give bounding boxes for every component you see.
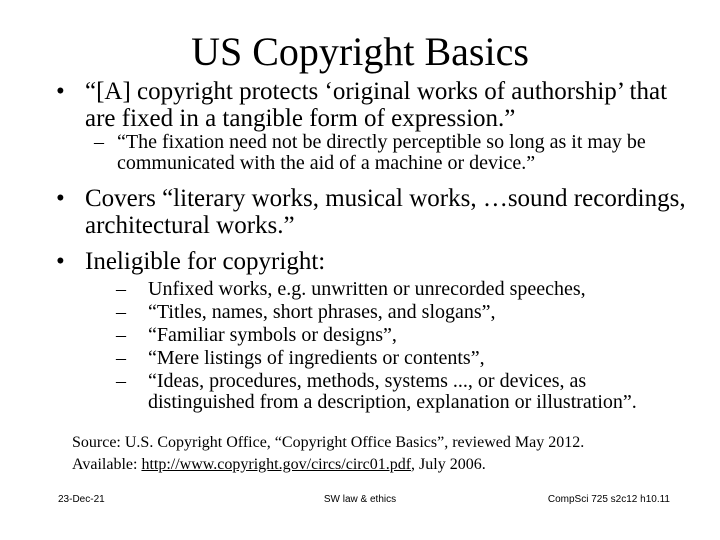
footer-course: CompSci 725 s2c12 h10.11 bbox=[547, 494, 670, 505]
dash-marker: – bbox=[116, 278, 126, 300]
availability-line bbox=[72, 454, 692, 476]
ineligible-item bbox=[116, 348, 696, 369]
bullet-text: Ineligible for copyright: bbox=[85, 248, 326, 275]
available-suffix: , July 2006. bbox=[411, 456, 486, 473]
ineligible-item bbox=[116, 325, 696, 346]
slide-title: US Copyright Basics bbox=[191, 29, 529, 74]
dash-marker: – bbox=[116, 347, 126, 369]
footer-date: 23-Dec-21 bbox=[58, 494, 105, 505]
bullet-marker: • bbox=[56, 78, 65, 105]
ineligible-item-text: “Ideas, procedures, methods, systems ..., or devices, as distinguished from a description, explanation or illustration”. bbox=[148, 370, 637, 413]
ineligible-item-text: Unfixed works, e.g. unwritten or unrecorded speeches, bbox=[148, 278, 586, 300]
ineligible-item bbox=[116, 302, 696, 323]
source-line: Source: U.S. Copyright Office, “Copyright Office Basics”, reviewed May 2012. bbox=[72, 434, 585, 451]
bullet-covered-works bbox=[56, 185, 696, 239]
ineligible-item bbox=[116, 279, 696, 300]
bullet-copyright-definition bbox=[56, 78, 696, 132]
dash-marker: – bbox=[116, 370, 126, 392]
bullet-text: “[A] copyright protects ‘original works of authorship’ that are fixed in a tangible form of expression.” bbox=[85, 78, 668, 132]
bullet-ineligible bbox=[56, 248, 696, 275]
bullet-marker: • bbox=[56, 248, 65, 275]
sub-bullet-fixation bbox=[94, 132, 704, 174]
ineligible-item-text: “Titles, names, short phrases, and slogans”, bbox=[148, 301, 496, 323]
footer-center: SW law & ethics bbox=[323, 494, 397, 505]
source-link[interactable]: http://www.copyright.gov/circs/circ01.pdf bbox=[141, 456, 412, 473]
ineligible-item bbox=[116, 371, 696, 413]
dash-marker: – bbox=[116, 301, 126, 323]
bullet-marker: • bbox=[56, 185, 65, 212]
ineligible-item-text: “Familiar symbols or designs”, bbox=[148, 324, 397, 346]
dash-marker: – bbox=[116, 324, 126, 346]
bullet-text: Covers “literary works, musical works, …sound recordings, architectural works.” bbox=[85, 185, 686, 239]
sub-bullet-text: “The fixation need not be directly perceptible so long as it may be communicated with the aid of a machine or device.” bbox=[117, 131, 646, 174]
ineligible-item-text: “Mere listings of ingredients or contents”, bbox=[148, 347, 485, 369]
available-label: Available: bbox=[72, 456, 142, 473]
dash-marker: – bbox=[94, 131, 104, 153]
source-citation bbox=[72, 432, 692, 476]
